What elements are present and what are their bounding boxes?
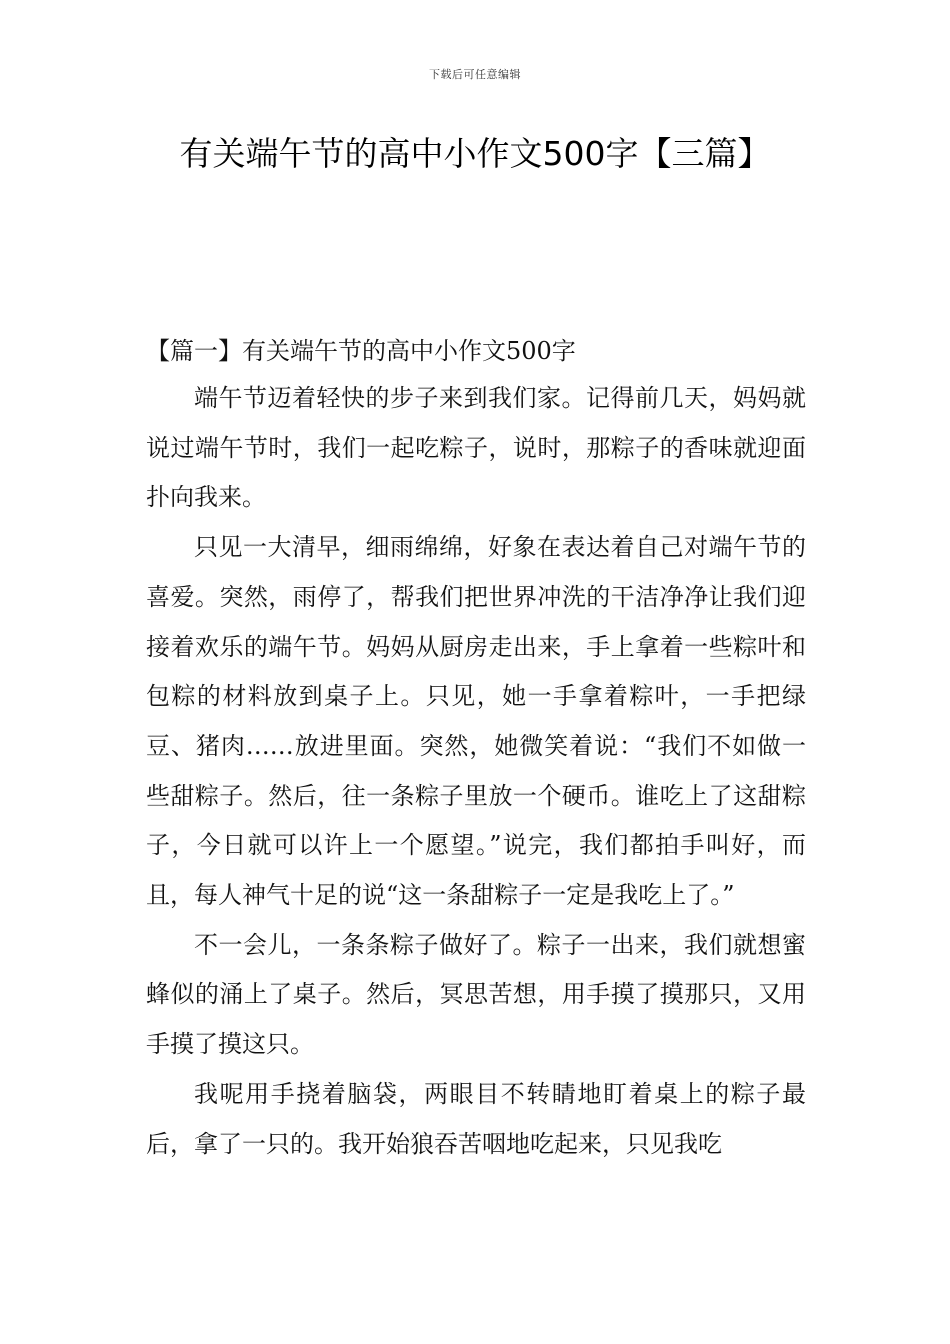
paragraph: 不一会儿，一条条粽子做好了。粽子一出来，我们就想蜜蜂似的涌上了桌子。然后，冥思苦想，用手摸了摸那只，又用手摸了摸这只。 [146,930,806,1059]
header-note: 下载后可任意编辑 [429,68,521,81]
paragraph: 我呢用手挠着脑袋，两眼目不转睛地盯着桌上的粽子最后，拿了一只的。我开始狼吞苦咽地吃起来，只见我吃 [146,1079,806,1158]
essay-body [146,374,806,1169]
paragraph: 只见一大清早，细雨绵绵，好象在表达着自己对端午节的喜爱。突然，雨停了，帮我们把世界冲洗的干洁净净让我们迎接着欢乐的端午节。妈妈从厨房走出来，手上拿着一些粽叶和包粽的材料放到桌子上。只见，她一手拿着粽叶，一手把绿豆、猪肉……放进里面。突然，她微笑着说：“我们不如做一些甜粽子。然后，往一条粽子里放一个硬币。谁吃上了这甜粽子，今日就可以许上一个愿望。”说完，我们都拍手叫好，而且，每人神气十足的说“这一条甜粽子一定是我吃上了。” [146,533,806,910]
section-heading: 【篇一】有关端午节的高中小作文500字 [146,337,576,365]
document-title: 有关端午节的高中小作文500字【三篇】 [179,134,771,173]
paragraph: 端午节迈着轻快的步子来到我们家。记得前几天，妈妈就说过端午节时，我们一起吃粽子，说时，那粽子的香味就迎面扑向我来。 [146,384,806,512]
